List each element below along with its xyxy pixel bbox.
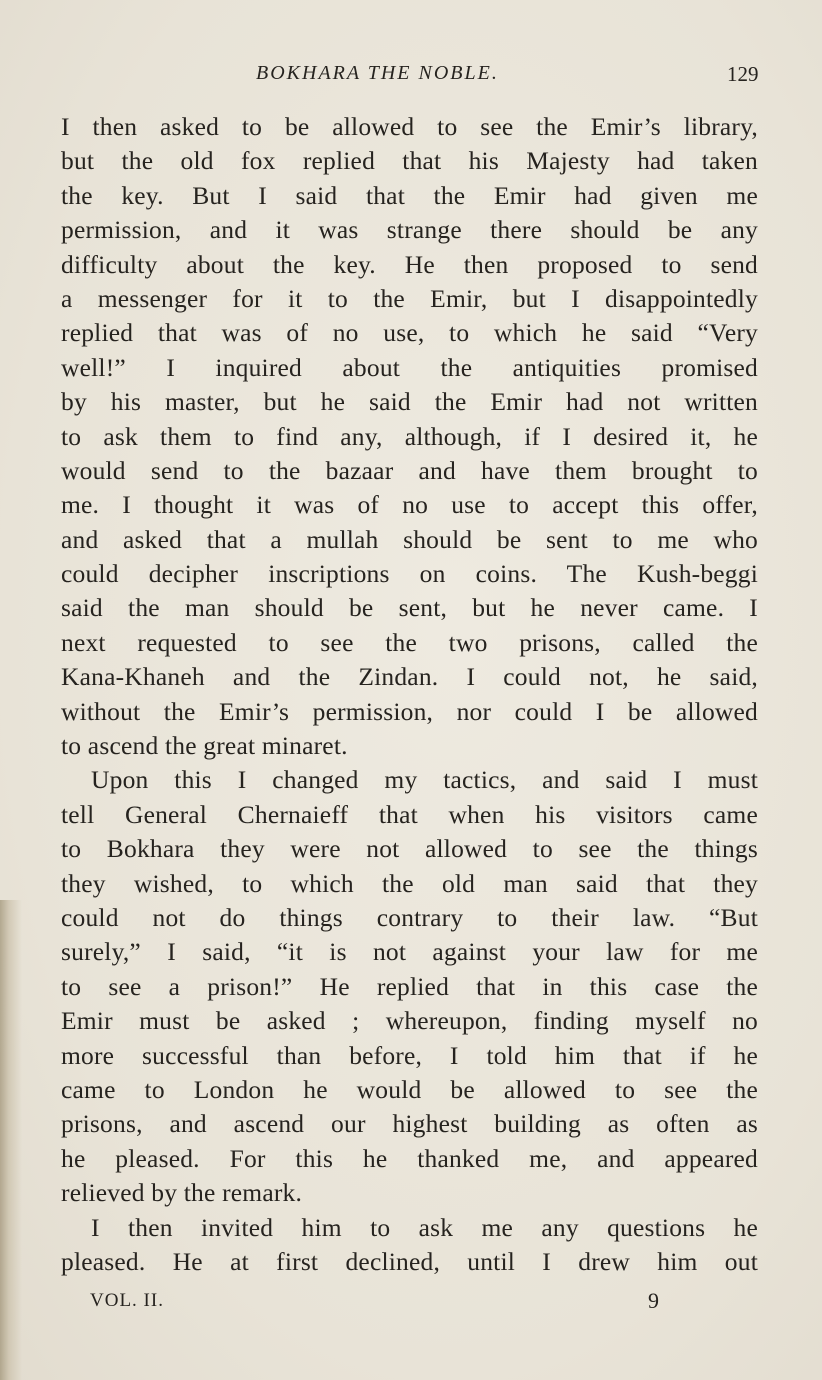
body-text bbox=[61, 110, 758, 1279]
text-line: to Bokhara they were not allowed to see the things bbox=[61, 834, 758, 864]
text-line: Emir must be asked ; whereupon, finding myself no bbox=[61, 1006, 758, 1036]
text-line: he pleased. For this he thanked me, and appeared bbox=[61, 1143, 758, 1173]
signature-mark: 9 bbox=[648, 1288, 659, 1313]
text-line: replied that was of no use, to which he said “Very bbox=[61, 318, 758, 348]
text-line: a messenger for it to the Emir, but I disappointedly bbox=[61, 283, 758, 313]
running-title: BOKHARA THE NOBLE. bbox=[256, 62, 499, 84]
volume-mark: VOL. II. bbox=[90, 1290, 164, 1311]
text-line: the key. But I said that the Emir had given me bbox=[61, 180, 758, 210]
text-line: pleased. He at first declined, until I drew him out bbox=[61, 1246, 758, 1276]
text-line: said the man should be sent, but he never came. I bbox=[61, 593, 758, 623]
text-line: by his master, but he said the Emir had not written bbox=[61, 387, 758, 417]
text-line: next requested to see the two prisons, called the bbox=[61, 627, 758, 657]
text-line: difficulty about the key. He then proposed to send bbox=[61, 249, 758, 279]
running-head bbox=[0, 62, 822, 94]
text-line: prisons, and ascend our highest building as often as bbox=[61, 1109, 758, 1139]
page-number: 129 bbox=[727, 62, 759, 86]
text-line: to ascend the great minaret. bbox=[61, 731, 348, 761]
text-line: Kana-Khaneh and the Zindan. I could not, he said, bbox=[61, 662, 758, 692]
text-line: without the Emir’s permission, nor could I be allowed bbox=[61, 696, 758, 726]
text-line: and asked that a mullah should be sent to me who bbox=[61, 524, 758, 554]
text-line: me. I thought it was of no use to accept this offer, bbox=[61, 490, 758, 520]
text-line: they wished, to which the old man said that they bbox=[61, 868, 758, 898]
text-line: I then invited him to ask me any questions he bbox=[91, 1212, 758, 1242]
text-line: to see a prison!” He replied that in this case the bbox=[61, 971, 758, 1001]
text-line: I then asked to be allowed to see the Emir’s library, bbox=[61, 112, 758, 141]
text-line: could decipher inscriptions on coins. The Kush-beggi bbox=[61, 559, 758, 589]
text-line: relieved by the remark. bbox=[61, 1178, 303, 1208]
text-line: Upon this I changed my tactics, and said I must bbox=[91, 765, 758, 795]
page-footer bbox=[0, 1290, 822, 1320]
text-line: more successful than before, I told him that if he bbox=[61, 1040, 758, 1070]
text-line: well!” I inquired about the antiquities promised bbox=[61, 352, 758, 382]
text-line: tell General Chernaieff that when his visitors came bbox=[61, 799, 758, 829]
text-line: would send to the bazaar and have them brought to bbox=[61, 455, 758, 485]
text-line: surely,” I said, “it is not against your law for me bbox=[61, 937, 758, 967]
text-line: could not do things contrary to their law. “But bbox=[61, 902, 758, 932]
text-line: to ask them to find any, although, if I desired it, he bbox=[61, 421, 758, 451]
text-line: came to London he would be allowed to see the bbox=[61, 1074, 758, 1104]
text-line: permission, and it was strange there should be any bbox=[61, 215, 758, 245]
text-line: but the old fox replied that his Majesty had taken bbox=[61, 146, 758, 176]
